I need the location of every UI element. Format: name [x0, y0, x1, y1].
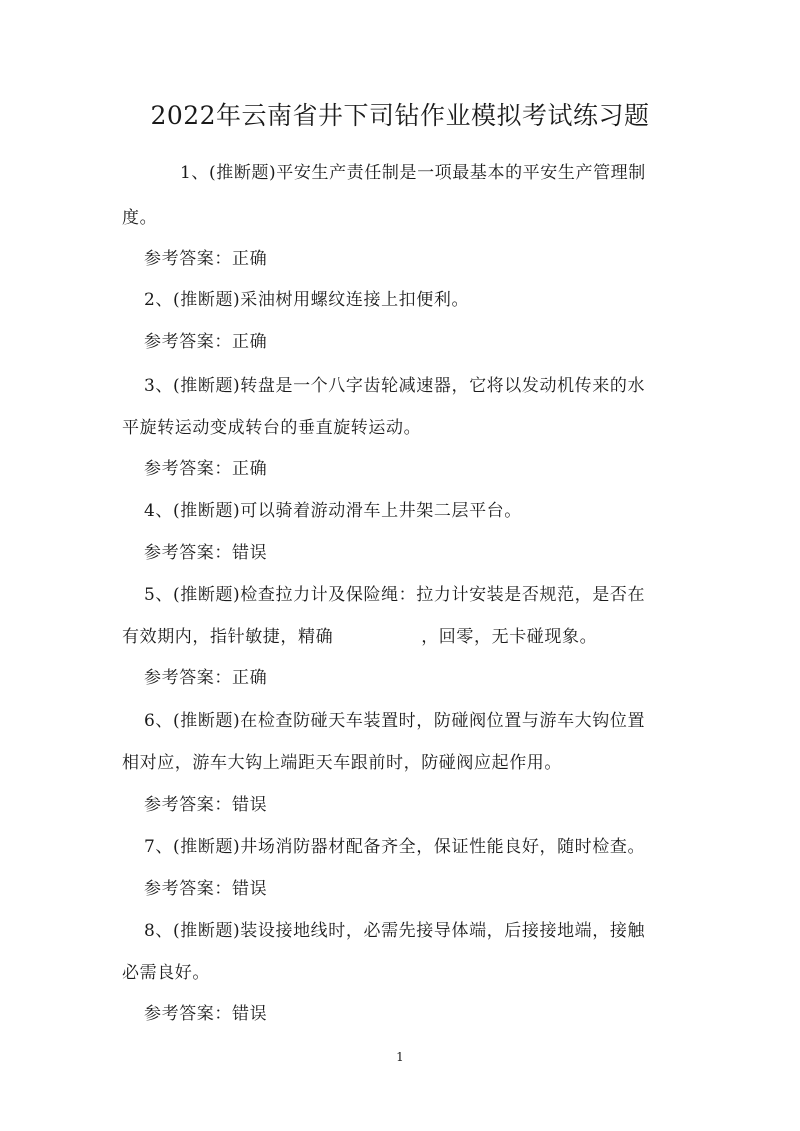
answer-6: 参考答案：错误	[144, 795, 268, 815]
page-number: 1	[396, 1050, 404, 1064]
answer-2: 参考答案：正确	[144, 332, 268, 352]
question-1-line-1: 1、(推断题)平安生产责任制是一项最基本的平安生产管理制	[180, 163, 646, 183]
question-6-line-2: 相对应，游车大钩上端距天车跟前时，防碰阀应起作用。	[122, 753, 562, 773]
question-8-line-2: 必需良好。	[122, 963, 210, 983]
answer-7: 参考答案：错误	[144, 879, 268, 899]
question-5-line-1: 5、(推断题)检查拉力计及保险绳：拉力计安装是否规范，是否在	[144, 585, 646, 605]
question-5-line-2: 有效期内，指针敏捷，精确 ，回零，无卡碰现象。	[122, 627, 598, 647]
question-4-line-1: 4、(推断题)可以骑着游动滑车上井架二层平台。	[144, 501, 522, 521]
question-3-line-1: 3、(推断题)转盘是一个八字齿轮减速器，它将以发动机传来的水	[144, 376, 646, 396]
answer-1: 参考答案：正确	[144, 249, 268, 269]
answer-8: 参考答案：错误	[144, 1004, 268, 1024]
answer-4: 参考答案：错误	[144, 543, 268, 563]
question-2-line-1: 2、(推断题)采油树用螺纹连接上扣便利。	[144, 290, 470, 310]
answer-5: 参考答案：正确	[144, 668, 268, 688]
answer-3: 参考答案：正确	[144, 459, 268, 479]
question-6-line-1: 6、(推断题)在检查防碰天车装置时，防碰阀位置与游车大钩位置	[144, 711, 646, 731]
question-8-line-1: 8、(推断题)装设接地线时，必需先接导体端，后接接地端，接触	[144, 921, 646, 941]
question-1-line-2: 度。	[122, 208, 158, 228]
question-3-line-2: 平旋转运动变成转台的垂直旋转运动。	[122, 418, 422, 438]
page-title: 2022年云南省井下司钻作业模拟考试练习题	[150, 101, 650, 130]
question-7-line-1: 7、(推断题)井场消防器材配备齐全，保证性能良好，随时检查。	[144, 837, 646, 857]
